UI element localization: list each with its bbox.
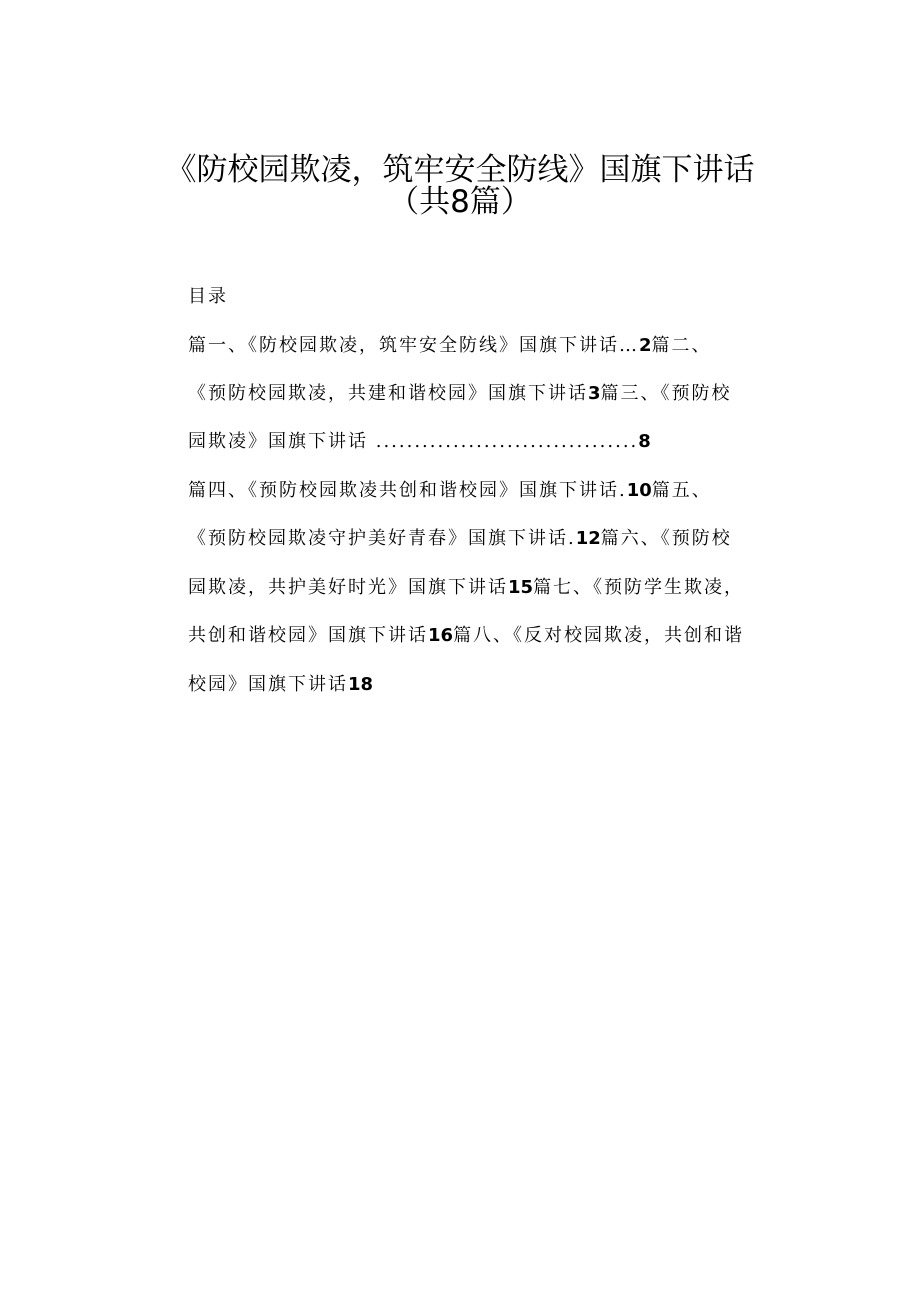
toc-line[interactable] <box>188 334 712 358</box>
toc-line[interactable] <box>188 576 744 600</box>
toc-entry-text: 篇三、《预防校 <box>600 383 732 404</box>
toc-entry-text: 篇七、《预防学生欺凌， <box>533 577 745 598</box>
toc-entry-text: 篇二、 <box>651 335 712 356</box>
toc-entry-text: 共创和谐校园》国旗下讲话 <box>188 625 428 646</box>
toc-page-number: 15 <box>508 577 534 598</box>
toc-page-number: 10 <box>626 480 652 501</box>
toc-line[interactable] <box>188 382 732 406</box>
document-title-line-2: （共8篇） <box>388 184 532 220</box>
toc-entry-text: 篇八、《反对校园欺凌，共创和谐 <box>453 625 745 646</box>
toc-page-number: 12 <box>575 528 601 549</box>
toc-line[interactable] <box>188 673 373 697</box>
toc-page-number: 8 <box>638 431 651 452</box>
toc-entry-text: 篇五、 <box>651 480 712 501</box>
toc-entry-text: 篇四、《预防校园欺凌共创和谐校园》国旗下讲话. <box>188 480 627 501</box>
toc-line[interactable] <box>188 527 732 551</box>
toc-entry-text: 校园》国旗下讲话 <box>188 674 348 695</box>
toc-line[interactable] <box>188 430 651 454</box>
toc-page-number: 18 <box>348 674 374 695</box>
toc-entry-text: 园欺凌》国旗下讲话 .................................. <box>188 431 639 452</box>
toc-page-number: 2 <box>639 335 652 356</box>
document-title-line-1: 《防校园欺凌，筑牢安全防线》国旗下讲话 <box>165 152 755 188</box>
toc-entry-text: 《预防校园欺凌，共建和谐校园》国旗下讲话 <box>188 383 588 404</box>
toc-entry-text: 篇一、《防校园欺凌，筑牢安全防线》国旗下讲话… <box>188 335 639 356</box>
toc-heading: 目录 <box>188 286 228 307</box>
toc-entry-text: 篇六、《预防校 <box>600 528 732 549</box>
toc-entry-text: 《预防校园欺凌守护美好青春》国旗下讲话. <box>188 528 576 549</box>
toc-line[interactable] <box>188 479 712 503</box>
toc-page-number: 3 <box>588 383 601 404</box>
toc-page-number: 16 <box>428 625 454 646</box>
toc-entry-text: 园欺凌，共护美好时光》国旗下讲话 <box>188 577 508 598</box>
toc-line[interactable] <box>188 624 744 648</box>
